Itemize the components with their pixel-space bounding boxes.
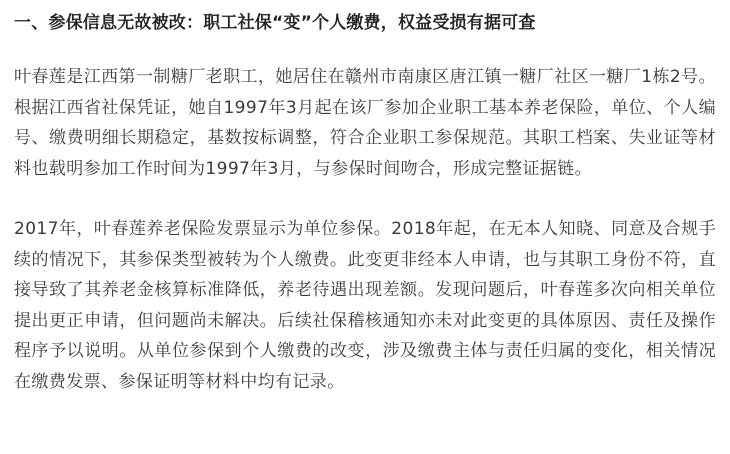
paragraph-background: 叶春莲是江西第一制糖厂老职工，她居住在赣州市南康区唐江镇一糖厂社区一糖厂1栋2号。根据江西省社保凭证，她自1997年3月起在该厂参加企业职工基本养老保险，单位、个人编号、缴费明细长期稳定，基数按标调整，符合企业职工参保规范。其职工档案、失业证等材料也载明参加工作时间为1997年3月，与参保时间吻合，形成完整证据链。	[14, 67, 716, 179]
paragraph-change: 2017年，叶春莲养老保险发票显示为单位参保。2018年起，在无本人知晓、同意及合规手续的情况下，其参保类型被转为个人缴费。此变更非经本人申请，也与其职工身份不符，直接导致了其养老金核算标准降低，养老待遇出现差额。发现问题后，叶春莲多次向相关单位提出更正申请，但问题尚未解决。后续社保稽核通知亦未对此变更的具体原因、责任及操作程序予以说明。从单位参保到个人缴费的改变，涉及缴费主体与责任归属的变化，相关情况在缴费发票、参保证明等材料中均有记录。	[14, 219, 716, 392]
section-heading: 一、参保信息无故被改：职工社保“变”个人缴费，权益受损有据可查	[14, 13, 536, 33]
